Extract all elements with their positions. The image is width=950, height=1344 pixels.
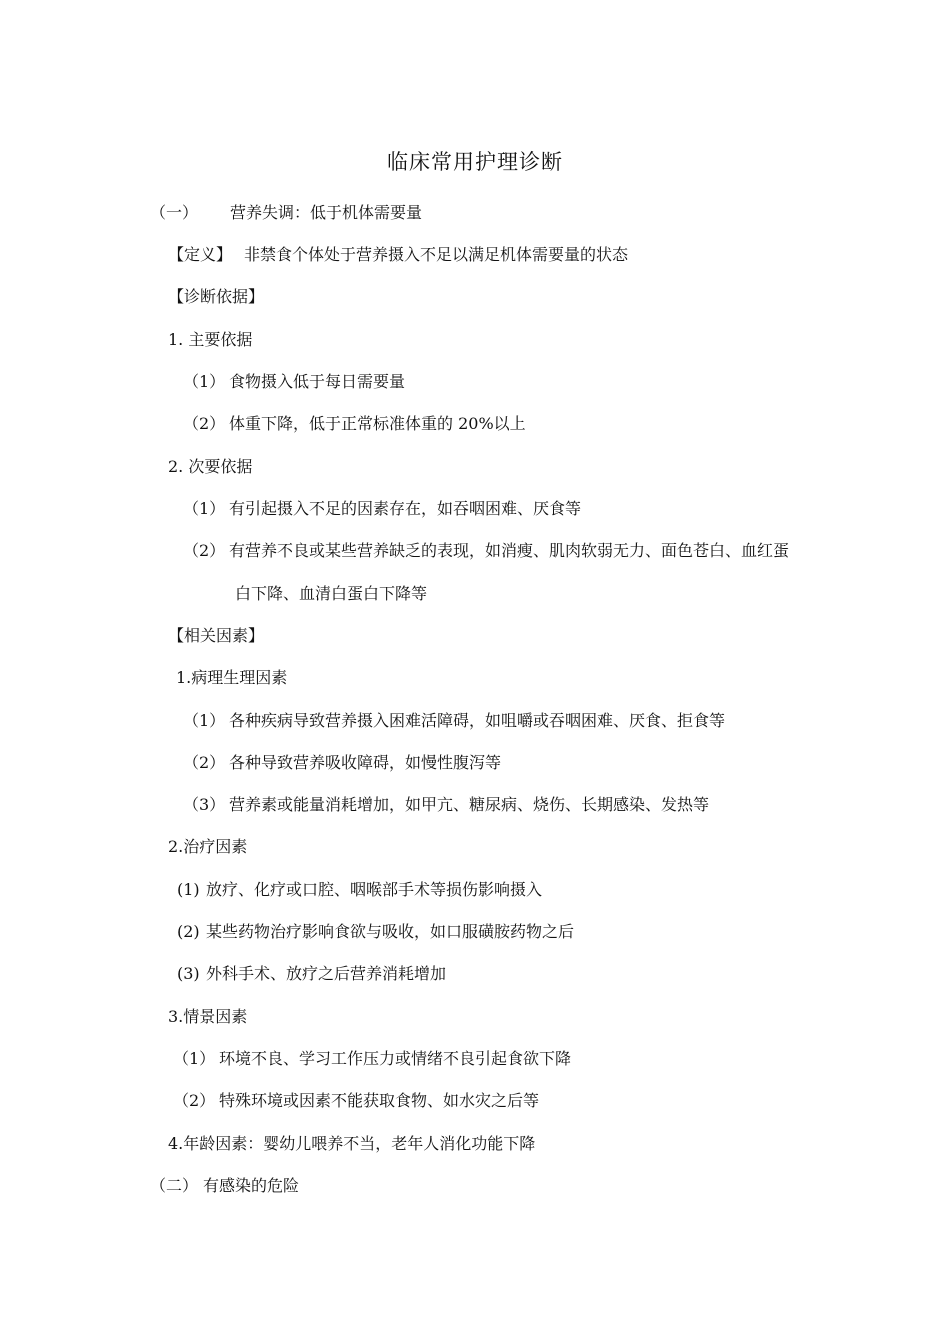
item-number: （3） bbox=[183, 795, 226, 814]
patho-item bbox=[183, 710, 725, 732]
minor-item-continuation: 白下降、血清白蛋白下降等 bbox=[235, 584, 428, 603]
item-number: （1） bbox=[183, 499, 226, 518]
treatment-item bbox=[177, 879, 542, 901]
treatment-item bbox=[177, 921, 574, 943]
minor-item bbox=[183, 498, 581, 520]
item-text: 各种导致营养吸收障碍，如慢性腹泻等 bbox=[229, 753, 502, 772]
item-text: 特殊环境或因素不能获取食物、如水灾之后等 bbox=[219, 1091, 540, 1110]
item-number: （2） bbox=[183, 541, 226, 560]
section-heading-2 bbox=[150, 1175, 299, 1197]
definition-text: 非禁食个体处于营养摄入不足以满足机体需要量的状态 bbox=[244, 245, 629, 264]
item-text: 某些药物治疗影响食欲与吸收，如口服磺胺药物之后 bbox=[206, 922, 575, 941]
section-number: （一） bbox=[150, 203, 199, 222]
item-text: 外科手术、放疗之后营养消耗增加 bbox=[206, 964, 447, 983]
item-number: （2） bbox=[183, 753, 226, 772]
item-text: 营养素或能量消耗增加，如甲亢、糖尿病、烧伤、长期感染、发热等 bbox=[229, 795, 710, 814]
diagnosis-label: 【诊断依据】 bbox=[168, 287, 265, 306]
item-text: 有营养不良或某些营养缺乏的表现，如消瘦、肌肉软弱无力、面色苍白、血红蛋 bbox=[229, 541, 790, 560]
section-heading-1 bbox=[150, 202, 422, 224]
major-criteria-label: 1. 主要依据 bbox=[168, 330, 253, 349]
item-number: (2) bbox=[177, 922, 200, 941]
item-number: (1) bbox=[177, 880, 200, 899]
major-item bbox=[183, 371, 405, 393]
section-heading-text: 营养失调：低于机体需要量 bbox=[230, 203, 423, 222]
situational-factors-label: 3.情景因素 bbox=[168, 1007, 248, 1026]
treatment-factors-label: 2.治疗因素 bbox=[168, 837, 248, 856]
age-factors-line: 4.年龄因素：婴幼儿喂养不当，老年人消化功能下降 bbox=[168, 1134, 536, 1153]
item-text: 食物摄入低于每日需要量 bbox=[229, 372, 406, 391]
item-text: 体重下降，低于正常标准体重的 20%以上 bbox=[229, 414, 526, 433]
treatment-item bbox=[177, 963, 446, 985]
patho-item bbox=[183, 752, 501, 774]
item-text: 各种疾病导致营养摄入困难活障碍，如咀嚼或吞咽困难、厌食、拒食等 bbox=[229, 711, 726, 730]
section-number: （二） bbox=[150, 1176, 199, 1195]
related-factors-label: 【相关因素】 bbox=[168, 626, 265, 645]
patho-item bbox=[183, 794, 709, 816]
section-heading-text: 有感染的危险 bbox=[203, 1176, 300, 1195]
minor-criteria-label: 2. 次要依据 bbox=[168, 457, 253, 476]
minor-item bbox=[183, 540, 789, 562]
item-number: （1） bbox=[183, 711, 226, 730]
page-title: 临床常用护理诊断 bbox=[387, 150, 563, 174]
definition-line bbox=[168, 244, 628, 266]
patho-factors-label: 1.病理生理因素 bbox=[176, 668, 288, 687]
item-number: （1） bbox=[173, 1049, 216, 1068]
item-text: 有引起摄入不足的因素存在，如吞咽困难、厌食等 bbox=[229, 499, 582, 518]
item-text: 环境不良、学习工作压力或情绪不良引起食欲下降 bbox=[219, 1049, 572, 1068]
definition-label: 【定义】 bbox=[168, 245, 233, 264]
situational-item bbox=[173, 1090, 539, 1112]
item-number: (3) bbox=[177, 964, 200, 983]
item-number: （2） bbox=[183, 414, 226, 433]
item-number: （2） bbox=[173, 1091, 216, 1110]
situational-item bbox=[173, 1048, 571, 1070]
item-text: 放疗、化疗或口腔、咽喉部手术等损伤影响摄入 bbox=[206, 880, 543, 899]
item-number: （1） bbox=[183, 372, 226, 391]
major-item bbox=[183, 413, 526, 435]
